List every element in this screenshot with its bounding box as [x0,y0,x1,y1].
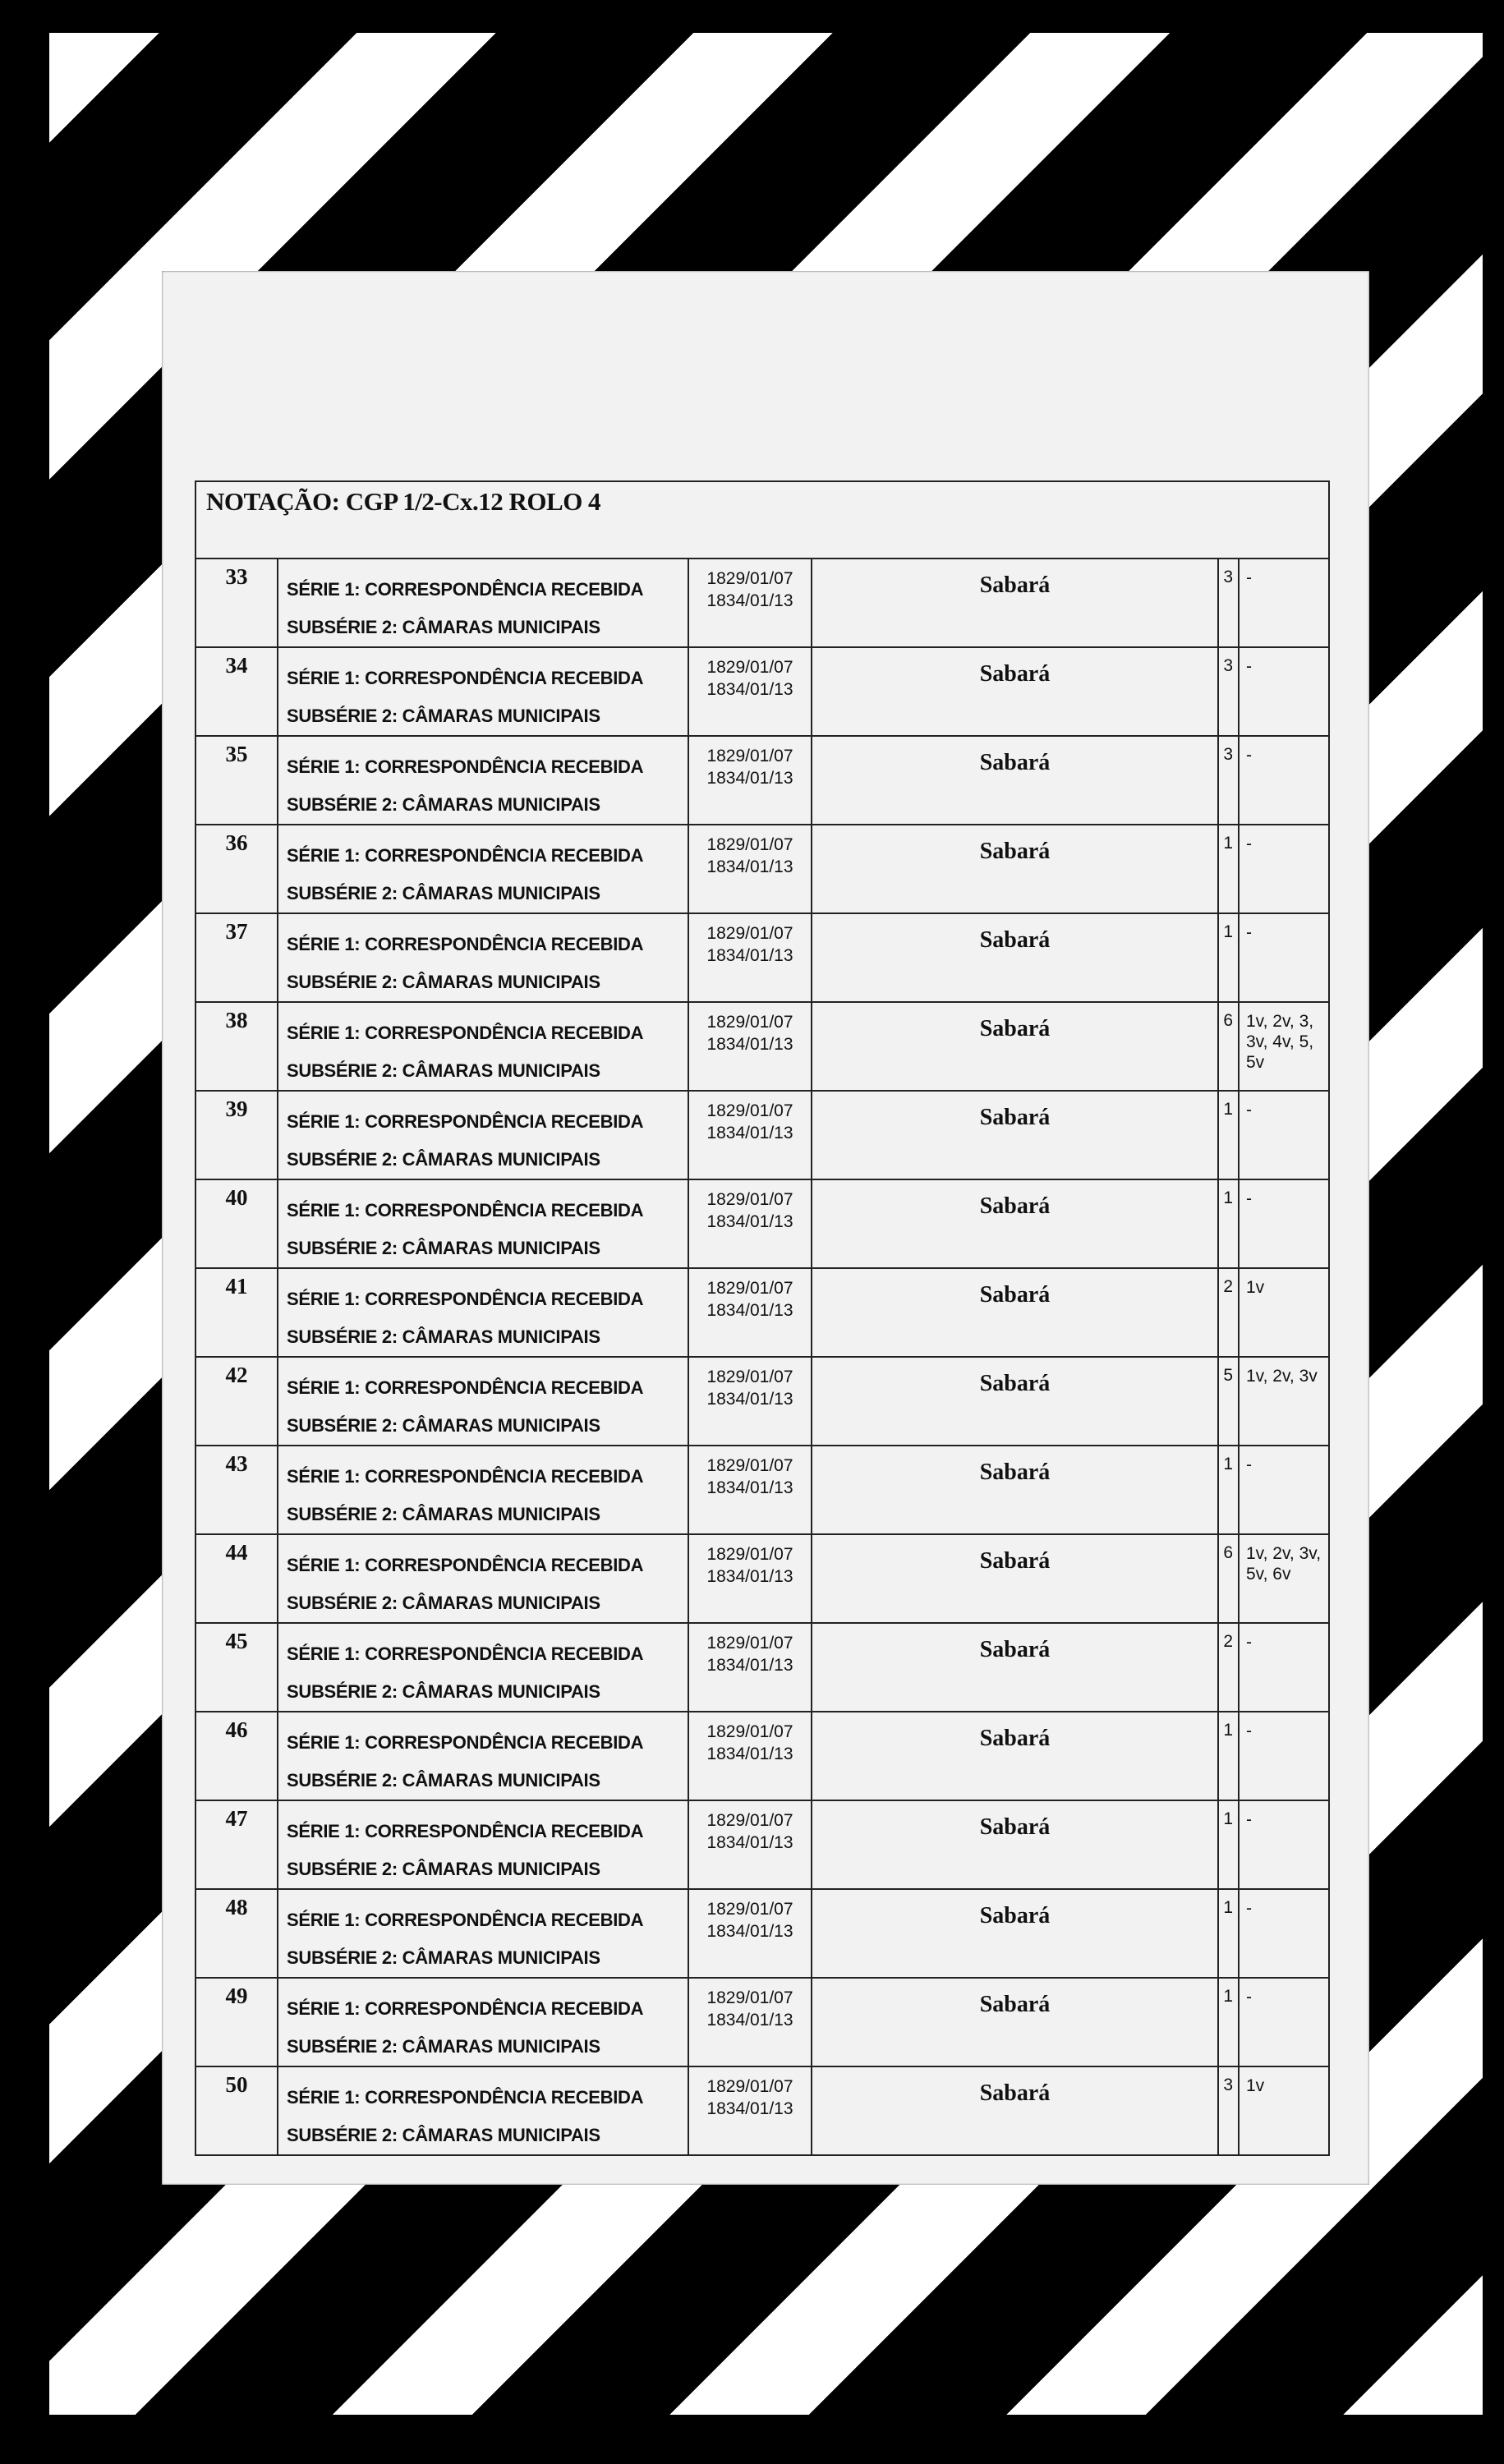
date-range-cell [688,1446,812,1534]
subserie-label: SUBSÉRIE 2: CÂMARAS MUNICIPAIS [287,1326,600,1347]
date-start: 1829/01/07 [706,1900,793,1919]
date-start: 1829/01/07 [706,1368,793,1386]
description-cell [278,559,688,647]
subserie-label: SUBSÉRIE 2: CÂMARAS MUNICIPAIS [287,1593,600,1613]
pages-cell: 1v, 2v, 3v [1239,1357,1329,1446]
date-end: 1834/01/13 [706,1124,793,1142]
subserie-label: SUBSÉRIE 2: CÂMARAS MUNICIPAIS [287,794,600,815]
date-start: 1829/01/07 [706,1190,793,1209]
date-range-cell [688,1978,812,2066]
description-cell [278,1446,688,1534]
date-range-cell [688,1357,812,1446]
table-row [195,1800,1329,1889]
serie-label: SÉRIE 1: CORRESPONDÊNCIA RECEBIDA [287,2087,644,2108]
pages-cell: - [1239,647,1329,736]
date-end: 1834/01/13 [706,1035,793,1054]
item-number: 45 [195,1623,278,1712]
document-count: 3 [1218,647,1239,736]
document-count: 5 [1218,1357,1239,1446]
serie-label: SÉRIE 1: CORRESPONDÊNCIA RECEBIDA [287,1998,644,2019]
document-count: 6 [1218,1534,1239,1623]
subserie-label: SUBSÉRIE 2: CÂMARAS MUNICIPAIS [287,1947,600,1968]
date-end: 1834/01/13 [706,1745,793,1763]
table-row [195,825,1329,913]
date-start: 1829/01/07 [706,835,793,854]
place-cell: Sabará [812,647,1218,736]
document-count: 6 [1218,1002,1239,1091]
document-count: 2 [1218,1268,1239,1357]
description-cell [278,1978,688,2066]
date-range-cell [688,825,812,913]
place-cell: Sabará [812,1268,1218,1357]
date-end: 1834/01/13 [706,769,793,788]
item-number: 50 [195,2066,278,2155]
pages-cell: - [1239,1623,1329,1712]
item-number: 33 [195,559,278,647]
subserie-label: SUBSÉRIE 2: CÂMARAS MUNICIPAIS [287,617,600,637]
place-cell: Sabará [812,1534,1218,1623]
table-row [195,1446,1329,1534]
date-start: 1829/01/07 [706,1013,793,1032]
date-range-cell [688,1623,812,1712]
item-number: 46 [195,1712,278,1800]
item-number: 40 [195,1179,278,1268]
pages-cell: - [1239,1889,1329,1978]
pages-cell: - [1239,1446,1329,1534]
date-start: 1829/01/07 [706,1101,793,1120]
subserie-label: SUBSÉRIE 2: CÂMARAS MUNICIPAIS [287,1681,600,1702]
place-cell: Sabará [812,736,1218,825]
place-cell: Sabará [812,1357,1218,1446]
place-cell: Sabará [812,1446,1218,1534]
pages-cell: - [1239,913,1329,1002]
date-range-cell [688,1712,812,1800]
description-cell [278,1623,688,1712]
serie-label: SÉRIE 1: CORRESPONDÊNCIA RECEBIDA [287,1023,644,1043]
document-count: 3 [1218,736,1239,825]
date-start: 1829/01/07 [706,924,793,943]
date-end: 1834/01/13 [706,1478,793,1497]
date-end: 1834/01/13 [706,591,793,610]
date-range-cell [688,1179,812,1268]
subserie-label: SUBSÉRIE 2: CÂMARAS MUNICIPAIS [287,2125,600,2145]
description-cell [278,825,688,913]
date-start: 1829/01/07 [706,1279,793,1298]
pages-cell: - [1239,1978,1329,2066]
place-cell: Sabará [812,1978,1218,2066]
date-range-cell [688,736,812,825]
place-cell: Sabará [812,913,1218,1002]
document-count: 2 [1218,1623,1239,1712]
document-count: 1 [1218,1091,1239,1179]
item-number: 34 [195,647,278,736]
date-end: 1834/01/13 [706,857,793,876]
subserie-label: SUBSÉRIE 2: CÂMARAS MUNICIPAIS [287,1238,600,1258]
place-cell: Sabará [812,825,1218,913]
serie-label: SÉRIE 1: CORRESPONDÊNCIA RECEBIDA [287,668,644,688]
subserie-label: SUBSÉRIE 2: CÂMARAS MUNICIPAIS [287,1060,600,1081]
serie-label: SÉRIE 1: CORRESPONDÊNCIA RECEBIDA [287,756,644,777]
place-cell: Sabará [812,559,1218,647]
pages-cell: 1v, 2v, 3v, 5v, 6v [1239,1534,1329,1623]
date-end: 1834/01/13 [706,2011,793,2030]
description-cell [278,1179,688,1268]
document-count: 1 [1218,1446,1239,1534]
subserie-label: SUBSÉRIE 2: CÂMARAS MUNICIPAIS [287,1859,600,1879]
document-count: 3 [1218,2066,1239,2155]
description-cell [278,2066,688,2155]
item-number: 39 [195,1091,278,1179]
table-row [195,1357,1329,1446]
serie-label: SÉRIE 1: CORRESPONDÊNCIA RECEBIDA [287,1200,644,1221]
date-range-cell [688,647,812,736]
serie-label: SÉRIE 1: CORRESPONDÊNCIA RECEBIDA [287,1555,644,1575]
date-range-cell [688,2066,812,2155]
date-start: 1829/01/07 [706,1545,793,1564]
description-cell [278,1712,688,1800]
date-start: 1829/01/07 [706,1988,793,2007]
serie-label: SÉRIE 1: CORRESPONDÊNCIA RECEBIDA [287,579,644,600]
description-cell [278,1091,688,1179]
table-row [195,1889,1329,1978]
description-cell [278,1534,688,1623]
date-end: 1834/01/13 [706,2099,793,2118]
description-cell [278,1002,688,1091]
description-cell [278,1889,688,1978]
subserie-label: SUBSÉRIE 2: CÂMARAS MUNICIPAIS [287,706,600,726]
place-cell: Sabará [812,1623,1218,1712]
film-edge [0,0,1504,33]
serie-label: SÉRIE 1: CORRESPONDÊNCIA RECEBIDA [287,1466,644,1487]
date-start: 1829/01/07 [706,658,793,677]
table-row [195,2066,1329,2155]
serie-label: SÉRIE 1: CORRESPONDÊNCIA RECEBIDA [287,845,644,866]
subserie-label: SUBSÉRIE 2: CÂMARAS MUNICIPAIS [287,1415,600,1436]
serie-label: SÉRIE 1: CORRESPONDÊNCIA RECEBIDA [287,1111,644,1132]
date-start: 1829/01/07 [706,747,793,765]
date-range-cell [688,559,812,647]
serie-label: SÉRIE 1: CORRESPONDÊNCIA RECEBIDA [287,1910,644,1930]
document-count: 3 [1218,559,1239,647]
date-range-cell [688,1002,812,1091]
pages-cell: - [1239,1800,1329,1889]
date-range-cell [688,1091,812,1179]
serie-label: SÉRIE 1: CORRESPONDÊNCIA RECEBIDA [287,1821,644,1841]
place-cell: Sabará [812,2066,1218,2155]
document-count: 1 [1218,1179,1239,1268]
item-number: 48 [195,1889,278,1978]
description-cell [278,913,688,1002]
table-row [195,1534,1329,1623]
item-number: 35 [195,736,278,825]
table-row [195,1623,1329,1712]
place-cell: Sabará [812,1091,1218,1179]
document-count: 1 [1218,1800,1239,1889]
table-row [195,913,1329,1002]
description-cell [278,736,688,825]
subserie-label: SUBSÉRIE 2: CÂMARAS MUNICIPAIS [287,2036,600,2057]
item-number: 41 [195,1268,278,1357]
table-row [195,1978,1329,2066]
subserie-label: SUBSÉRIE 2: CÂMARAS MUNICIPAIS [287,1504,600,1524]
pages-cell: - [1239,1179,1329,1268]
item-number: 43 [195,1446,278,1534]
table-row [195,1712,1329,1800]
document-count: 1 [1218,1712,1239,1800]
date-range-cell [688,1800,812,1889]
description-cell [278,1357,688,1446]
document-sheet [162,271,1369,2185]
place-cell: Sabará [812,1002,1218,1091]
table-row [195,647,1329,736]
pages-cell: - [1239,1091,1329,1179]
date-start: 1829/01/07 [706,1722,793,1741]
table-row [195,1091,1329,1179]
date-start: 1829/01/07 [706,1456,793,1475]
document-count: 1 [1218,1889,1239,1978]
subserie-label: SUBSÉRIE 2: CÂMARAS MUNICIPAIS [287,1770,600,1791]
item-number: 37 [195,913,278,1002]
date-end: 1834/01/13 [706,946,793,965]
serie-label: SÉRIE 1: CORRESPONDÊNCIA RECEBIDA [287,934,644,954]
date-end: 1834/01/13 [706,1301,793,1320]
pages-cell: - [1239,1712,1329,1800]
pages-cell: 1v [1239,1268,1329,1357]
place-cell: Sabará [812,1889,1218,1978]
date-end: 1834/01/13 [706,1922,793,1941]
pages-cell: - [1239,736,1329,825]
date-range-cell [688,1534,812,1623]
item-number: 42 [195,1357,278,1446]
description-cell [278,1800,688,1889]
table-row [195,1268,1329,1357]
pages-cell: - [1239,559,1329,647]
date-range-cell [688,1268,812,1357]
date-end: 1834/01/13 [706,1833,793,1852]
document-count: 1 [1218,825,1239,913]
item-number: 38 [195,1002,278,1091]
place-cell: Sabará [812,1712,1218,1800]
serie-label: SÉRIE 1: CORRESPONDÊNCIA RECEBIDA [287,1643,644,1664]
place-cell: Sabará [812,1800,1218,1889]
item-number: 47 [195,1800,278,1889]
serie-label: SÉRIE 1: CORRESPONDÊNCIA RECEBIDA [287,1377,644,1398]
date-start: 1829/01/07 [706,1634,793,1653]
description-cell [278,647,688,736]
item-number: 49 [195,1978,278,2066]
item-number: 36 [195,825,278,913]
pages-cell: 1v [1239,2066,1329,2155]
date-end: 1834/01/13 [706,1567,793,1586]
pages-cell: - [1239,825,1329,913]
table-row [195,1002,1329,1091]
date-range-cell [688,1889,812,1978]
table-row [195,1179,1329,1268]
serie-label: SÉRIE 1: CORRESPONDÊNCIA RECEBIDA [287,1732,644,1753]
serie-label: SÉRIE 1: CORRESPONDÊNCIA RECEBIDA [287,1289,644,1309]
place-cell: Sabará [812,1179,1218,1268]
date-start: 1829/01/07 [706,569,793,588]
subserie-label: SUBSÉRIE 2: CÂMARAS MUNICIPAIS [287,883,600,903]
item-number: 44 [195,1534,278,1623]
subserie-label: SUBSÉRIE 2: CÂMARAS MUNICIPAIS [287,1149,600,1170]
description-cell [278,1268,688,1357]
document-count: 1 [1218,913,1239,1002]
document-title: NOTAÇÃO: CGP 1/2-Cx.12 ROLO 4 [195,481,1329,559]
date-end: 1834/01/13 [706,1656,793,1675]
date-end: 1834/01/13 [706,680,793,699]
date-start: 1829/01/07 [706,2077,793,2096]
date-end: 1834/01/13 [706,1212,793,1231]
table-row [195,736,1329,825]
subserie-label: SUBSÉRIE 2: CÂMARAS MUNICIPAIS [287,972,600,992]
table-row [195,559,1329,647]
date-range-cell [688,913,812,1002]
inventory-table [195,480,1330,2156]
date-start: 1829/01/07 [706,1811,793,1830]
document-count: 1 [1218,1978,1239,2066]
date-end: 1834/01/13 [706,1390,793,1409]
pages-cell: 1v, 2v, 3, 3v, 4v, 5, 5v [1239,1002,1329,1091]
